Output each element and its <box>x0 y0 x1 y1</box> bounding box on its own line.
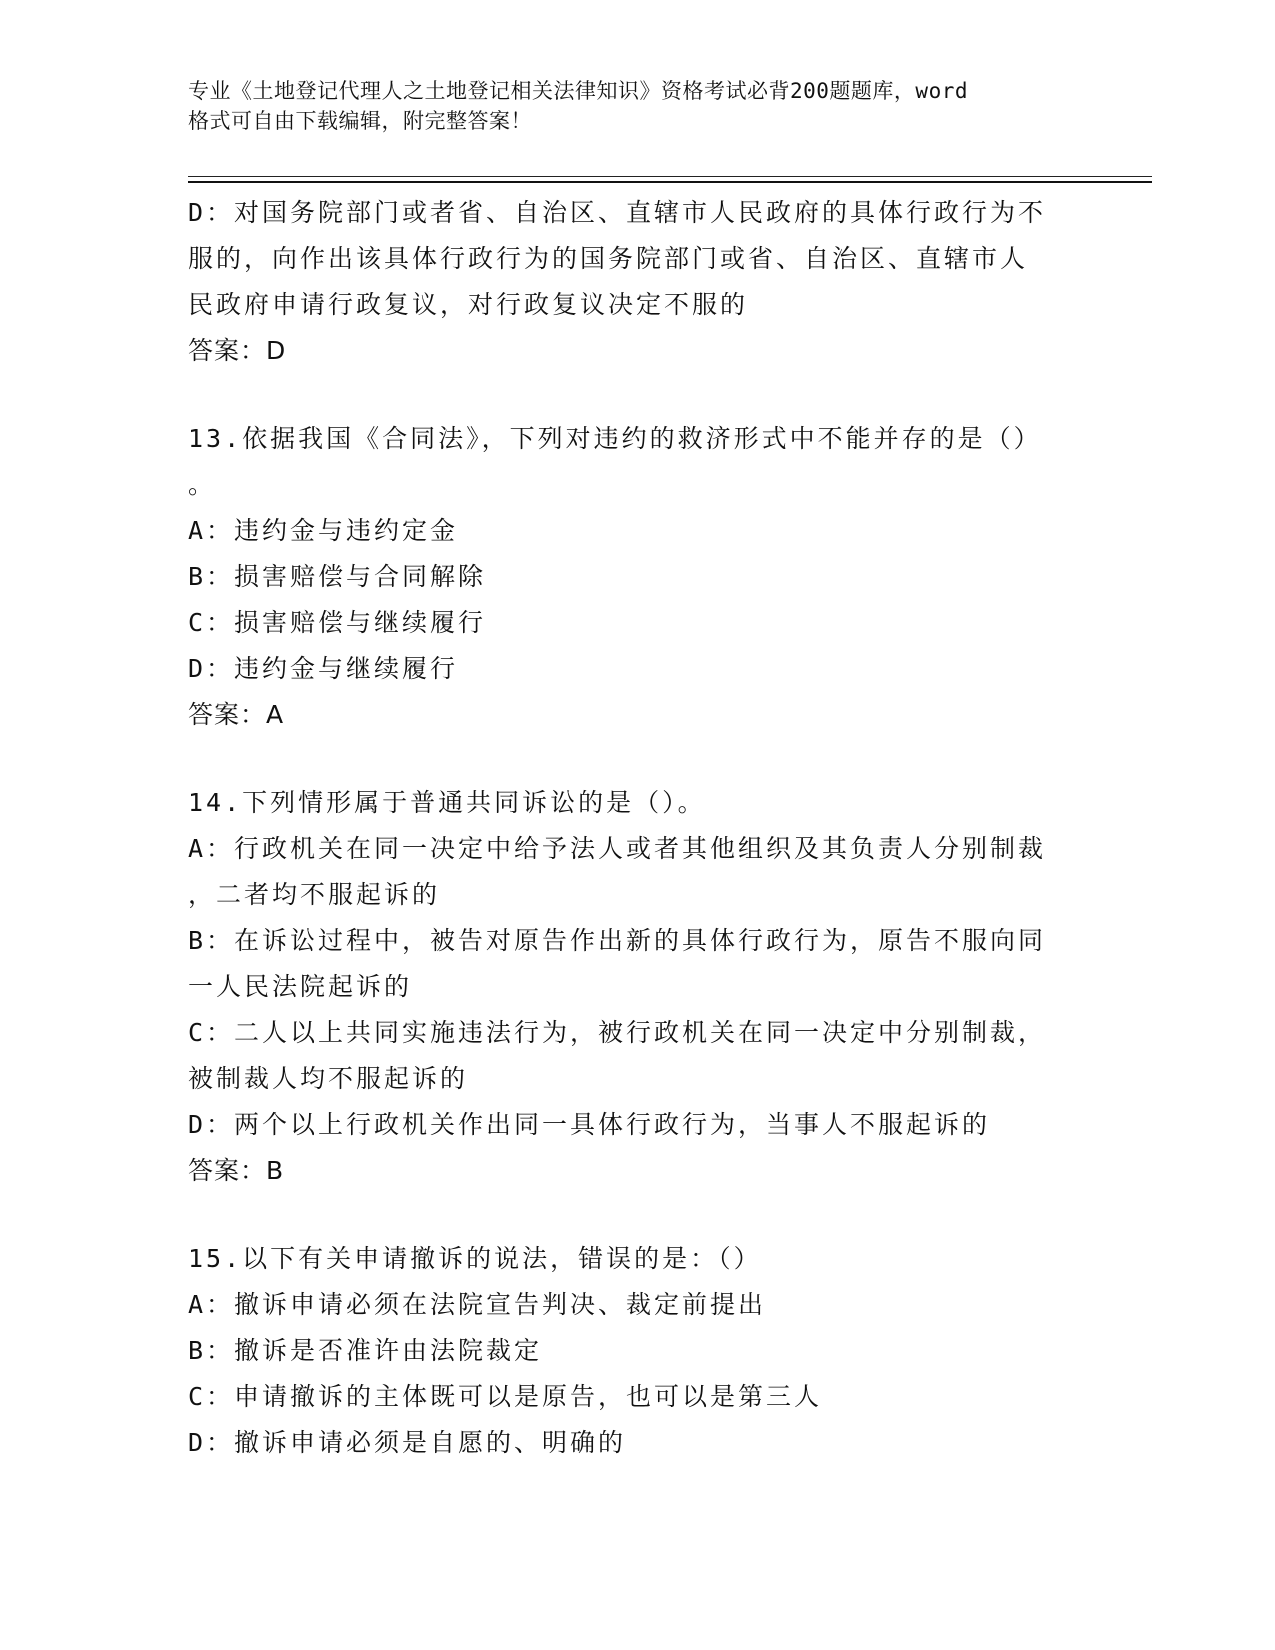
q12-option-d-line-2: 服的，向作出该具体行政行为的国务院部门或省、自治区、直辖市人 <box>188 244 1029 273</box>
spacer <box>188 374 1088 416</box>
q12-option-d-line-3: 民政府申请行政复议，对行政复议决定不服的 <box>188 290 749 319</box>
q14-option-a-line-2: ，二者均不服起诉的 <box>188 880 441 909</box>
q15-option-d: D：撤诉申请必须是自愿的、明确的 <box>188 1428 627 1457</box>
header-title-line-1: 专业《土地登记代理人之土地登记相关法律知识》资格考试必背200题题库，word <box>188 79 968 103</box>
q15-option-a: A：撤诉申请必须在法院宣告判决、裁定前提出 <box>188 1290 767 1319</box>
q13-option-b: B：损害赔偿与合同解除 <box>188 562 487 591</box>
q14-option-b-line-2: 一人民法院起诉的 <box>188 972 413 1001</box>
q13-stem-line-2: 。 <box>188 470 217 499</box>
q14-option-c-line-1: C：二人以上共同实施违法行为，被行政机关在同一决定中分别制裁， <box>188 1018 1047 1047</box>
q14-option-b-line-1: B：在诉讼过程中，被告对原告作出新的具体行政行为，原告不服向同 <box>188 926 1047 955</box>
document-header <box>188 76 1088 136</box>
q14-stem: 14.下列情形属于普通共同诉讼的是（）。 <box>188 788 706 817</box>
q14-answer: 答案：B <box>188 1156 285 1185</box>
document-body <box>188 190 1088 1466</box>
q12-option-d-line-1: D：对国务院部门或者省、自治区、直辖市人民政府的具体行政行为不 <box>188 198 1047 227</box>
q15-option-c: C：申请撤诉的主体既可以是原告，也可以是第三人 <box>188 1382 823 1411</box>
spacer <box>188 1194 1088 1236</box>
question-13 <box>188 416 1088 738</box>
q14-option-d: D：两个以上行政机关作出同一具体行政行为，当事人不服起诉的 <box>188 1110 991 1139</box>
q13-option-c: C：损害赔偿与继续履行 <box>188 608 487 637</box>
header-title-line-2: 格式可自由下载编辑，附完整答案！ <box>188 109 532 133</box>
header-divider-thin <box>188 176 1152 177</box>
header-divider-thick <box>188 181 1152 183</box>
q13-answer: 答案：A <box>188 700 285 729</box>
q14-option-a-line-1: A：行政机关在同一决定中给予法人或者其他组织及其负责人分别制裁 <box>188 834 1047 863</box>
q12-answer: 答案：D <box>188 336 287 365</box>
spacer <box>188 738 1088 780</box>
q13-option-d: D：违约金与继续履行 <box>188 654 459 683</box>
q15-option-b: B：撤诉是否准许由法院裁定 <box>188 1336 543 1365</box>
q13-stem-line-1: 13.依据我国《合同法》，下列对违约的救济形式中不能并存的是（） <box>188 424 1042 453</box>
q14-option-c-line-2: 被制裁人均不服起诉的 <box>188 1064 469 1093</box>
question-14 <box>188 780 1088 1194</box>
question-12-tail <box>188 190 1088 374</box>
question-15 <box>188 1236 1088 1466</box>
q13-option-a: A：违约金与违约定金 <box>188 516 459 545</box>
q15-stem: 15.以下有关申请撤诉的说法，错误的是：（） <box>188 1244 762 1273</box>
